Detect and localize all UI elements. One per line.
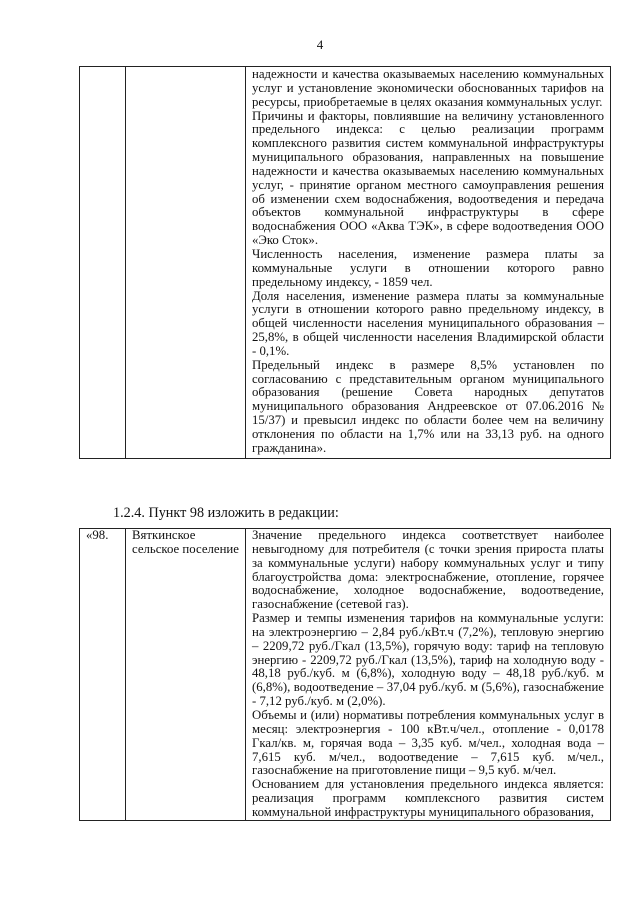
paragraph-index-approval: Предельный индекс в размере 8,5% установлен по согласованию с представительным органом муниципального образования (решение Совета народных депутатов муниципального образования Андреевское от 07.06.2016 № 15/37) и превысил индекс по области более чем на величину отклонения по области на 1,7% или на 33,13 руб. на одного гражданина». [252, 357, 604, 455]
paragraph-factors: Причины и факторы, повлиявшие на величину установленного предельного индекса: с целью реализации программ комплексного развития систем коммунальной инфраструктуры муниципального образования, направленных на повышение надежности и качества оказываемых населению коммунальных услуг, - принятие органом местного самоуправления решения об изменении схем водоснабжения, водоотведения и передача объектов коммунальной инфраструктуры в сфере водоснабжения ООО «Аква ТЭК», в сфере водоотведения ООО «Эко Сток». [252, 108, 604, 248]
paragraph-population-share: Доля населения, изменение размера платы за коммунальные услуги в отношении которого равно предельному индексу, в общей численности населения муниципального образования – 25,8%, в общей численности населения Владимирской области - 0,1%. [252, 288, 604, 358]
paragraph-basis: Основанием для установления предельного индекса является: реализация программ комплексного развития систем коммунальной инфраструктуры муниципального образования, [252, 777, 604, 819]
paragraph-consumption: Объемы и (или) нормативы потребления коммунальных услуг в месяц: электроэнергия - 100 кВт.ч/чел., отопление - 0,0178 Гкал/кв. м, горячая вода – 3,35 куб. м/чел., холодная вода – 7,615 куб. м/чел., водоотведение – 7,615 куб. м/чел., газоснабжение на приготовление пищи – 9,5 куб. м/чел. [252, 707, 604, 778]
page-number: 4 [316, 37, 324, 52]
item-98-description-cell [246, 529, 611, 821]
item-98-table [79, 528, 611, 821]
paragraph-tariffs: Размер и темпы изменения тарифов на коммунальные услуги: на электроэнергию – 2,84 руб./кВт.ч (7,2%), тепловую энергию – 2209,72 руб./Гкал (13,5%), горячую воду: тариф на тепловую энергию - 2209,72 руб./Гкал (13,5%), тариф на холодную воду - 48,18 руб./куб. м (6,8%), холодную воду – 48,18 руб./куб. м (6,8%), водоотведение – 37,04 руб./куб. м (5,6%), газоснабжение - 7,12 руб./куб. м (2,0%). [252, 611, 604, 709]
paragraph-population: Численность населения, изменение размера платы за коммунальные услуги в отношении которого равно предельному индексу, - 1859 чел. [252, 246, 604, 289]
section-heading: 1.2.4. Пункт 98 изложить в редакции: [113, 505, 339, 521]
settlement-name-cell: Вяткинское сельское поселение [126, 529, 246, 821]
paragraph-index-value: Значение предельного индекса соответствует наиболее невыгодному для потребителя (с точки зрения прироста платы за коммунальные услуги) набору коммунальных услуг и типу благоустройства дома: электроснабжение, отопление, горячее водоснабжение, холодное водоснабжение, водоотведение, газоснабжение (сетевой газ). [252, 528, 604, 612]
paragraph-continued: надежности и качества оказываемых населению коммунальных услуг и установление экономически обоснованных тарифов на ресурсы, приобретаемые в целях оказания коммунальных услуг. [252, 67, 604, 109]
item-number-cell: «98. [80, 529, 126, 821]
